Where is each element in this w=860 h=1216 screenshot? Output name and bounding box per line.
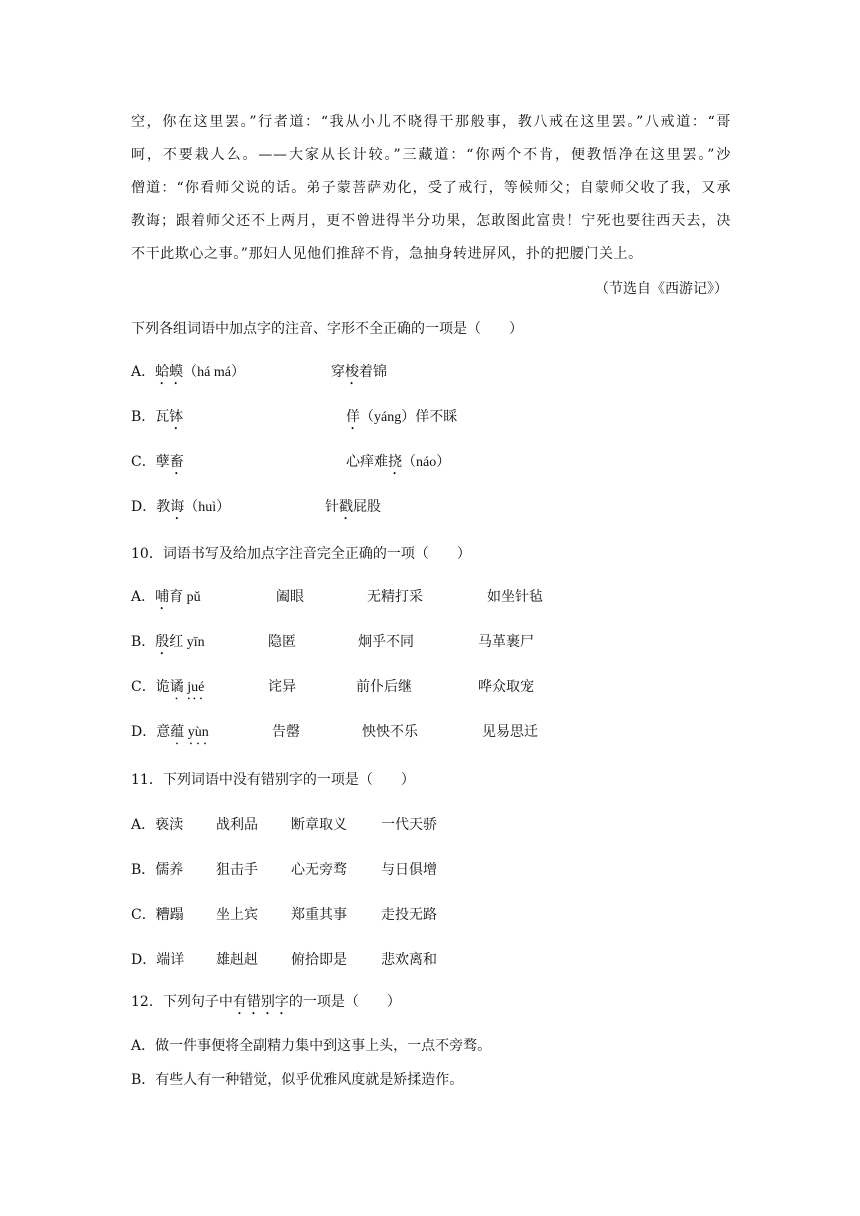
word: 与日俱增 xyxy=(381,862,437,878)
word: 雄赳赳 xyxy=(216,952,258,968)
option-label: C． xyxy=(131,679,156,695)
word: 哗众取宠 xyxy=(478,679,534,695)
word: 战利品 xyxy=(216,817,258,833)
question-10-stem: 10．词语书写及给加点字注音完全正确的一项（ ） xyxy=(131,546,471,562)
question-9-stem: 下列各组词语中加点字的注音、字形不全正确的一项是（ ） xyxy=(131,321,523,337)
word: 悲欢离和 xyxy=(381,952,437,968)
word: 狙击手 xyxy=(216,862,258,878)
dotted-char: 诲 xyxy=(170,499,185,515)
word: 诧异 xyxy=(268,679,296,695)
option-label: A． xyxy=(131,1038,156,1054)
option-label: B． xyxy=(131,634,156,650)
q10-option-d[interactable]: D．意蕴 yùn 告罄 怏怏不乐 见易思迁 xyxy=(131,724,538,740)
option-label: A． xyxy=(131,817,156,833)
dotted-char: 畜 xyxy=(169,454,184,470)
question-12-stem: 12．下列句子中有错别字的一项是（ ） xyxy=(131,994,401,1010)
dotted-char: 哺 xyxy=(155,589,170,605)
passage xyxy=(131,106,731,271)
passage-line: 空，你在这里罢。”行者道：“我从小儿不晓得干那般事，教八戒在这里罢。”八戒道：“哥 xyxy=(131,114,731,130)
dotted-phrase: 有错别字 xyxy=(232,994,289,1010)
dotted-char: 殷 xyxy=(155,634,170,650)
passage-line: 呵，不要栽人么。——大家从长计较。”三藏道：“你两个不肯，便教悟净在这里罢。”沙 xyxy=(131,147,731,163)
q11-option-a[interactable] xyxy=(131,815,437,835)
q10-option-b[interactable]: B．殷红 yīn 隐匿 炯乎不同 马革裹尸 xyxy=(131,634,534,650)
word: 糟蹋 xyxy=(155,907,184,923)
word: 如坐针毡 xyxy=(487,589,543,605)
word: 端详 xyxy=(156,952,185,968)
pinyin: （huì） xyxy=(184,500,231,515)
word: 郑重其事 xyxy=(291,907,347,923)
word: 一代天骄 xyxy=(381,817,437,833)
pinyin: （há má） xyxy=(183,365,245,380)
option-label: B． xyxy=(131,409,156,425)
option-label: C． xyxy=(131,907,156,923)
word: 怏怏不乐 xyxy=(362,724,418,740)
q10-option-a[interactable]: A．哺育 pǔ 阖眼 无精打采 如坐针毡 xyxy=(131,589,543,605)
word: 马革裹尸 xyxy=(478,634,534,650)
char: 诡 xyxy=(155,679,170,695)
option-label: D． xyxy=(131,499,157,515)
q9-option-b[interactable] xyxy=(131,407,458,433)
q9-option-c[interactable] xyxy=(131,452,451,478)
dotted-char: 钵 xyxy=(169,409,184,425)
char: 教 xyxy=(156,499,171,515)
q9-option-d[interactable] xyxy=(131,497,381,523)
passage-line: 教诲；跟着师父还不上两月，更不曾进得半分功果，怎敢图此富贵！宁死也要往西天去，决 xyxy=(131,213,731,229)
word: 俯拾即是 xyxy=(291,952,347,968)
option-text: 有些人有一种错觉，似乎优雅风度就是矫揉造作。 xyxy=(155,1072,464,1088)
word: 心无旁骛 xyxy=(291,862,347,878)
question-11-stem: 11．下列词语中没有错别字的一项是（ ） xyxy=(131,772,415,788)
dotted-char: 蟆 xyxy=(169,364,184,380)
q11-option-b[interactable] xyxy=(131,860,437,880)
word: 告罄 xyxy=(272,724,300,740)
q9-d-second-word: 针戳屁股 xyxy=(325,499,381,515)
q10-option-c[interactable]: C．诡谲 jué 诧异 前仆后继 哗众取宠 xyxy=(131,679,534,695)
option-label: A． xyxy=(131,589,156,605)
word: 前仆后继 xyxy=(356,679,412,695)
char: 瓦 xyxy=(155,409,170,425)
word: 断章取义 xyxy=(291,817,347,833)
option-label: D． xyxy=(131,724,157,740)
char: 意 xyxy=(156,724,171,740)
option-label: C． xyxy=(131,454,156,470)
option-label: B． xyxy=(131,1072,156,1088)
q11-option-c[interactable] xyxy=(131,905,437,925)
word: 阖眼 xyxy=(276,589,304,605)
word: 无精打采 xyxy=(367,589,423,605)
word: 见易思迁 xyxy=(482,724,538,740)
q9-c-second-word: 心痒难挠（náo） xyxy=(346,454,451,470)
option-label: A． xyxy=(131,364,156,380)
dotted-char: 蛤 xyxy=(155,364,170,380)
q9-a-second-word: 穿梭着锦 xyxy=(331,364,387,380)
word: 隐匿 xyxy=(268,634,296,650)
passage-source: （节选自《西游记》） xyxy=(595,281,728,297)
q12-option-b[interactable] xyxy=(131,1070,463,1090)
word: 坐上宾 xyxy=(216,907,258,923)
passage-line: 僧道：“你看师父说的话。弟子蒙菩萨劝化，受了戒行，等候师父；自蒙师父收了我，又承 xyxy=(131,180,731,196)
q9-option-a[interactable] xyxy=(131,362,387,388)
q9-b-second-word: 佯（yáng）佯不睬 xyxy=(346,409,458,425)
option-label: B． xyxy=(131,862,156,878)
word: 走投无路 xyxy=(381,907,437,923)
word: 炯乎不同 xyxy=(358,634,414,650)
q11-option-d[interactable] xyxy=(131,950,437,970)
word: 儒养 xyxy=(155,862,184,878)
passage-line: 不干此欺心之事。”那妇人见他们推辞不肯，急抽身转进屏风，扑的把腰门关上。 xyxy=(131,246,643,262)
word: 亵渎 xyxy=(155,817,184,833)
option-text: 做一件事便将全副精力集中到这事上头，一点不旁骛。 xyxy=(155,1038,492,1054)
q12-option-a[interactable] xyxy=(131,1036,491,1056)
option-label: D． xyxy=(131,952,157,968)
char: 孽 xyxy=(155,454,170,470)
